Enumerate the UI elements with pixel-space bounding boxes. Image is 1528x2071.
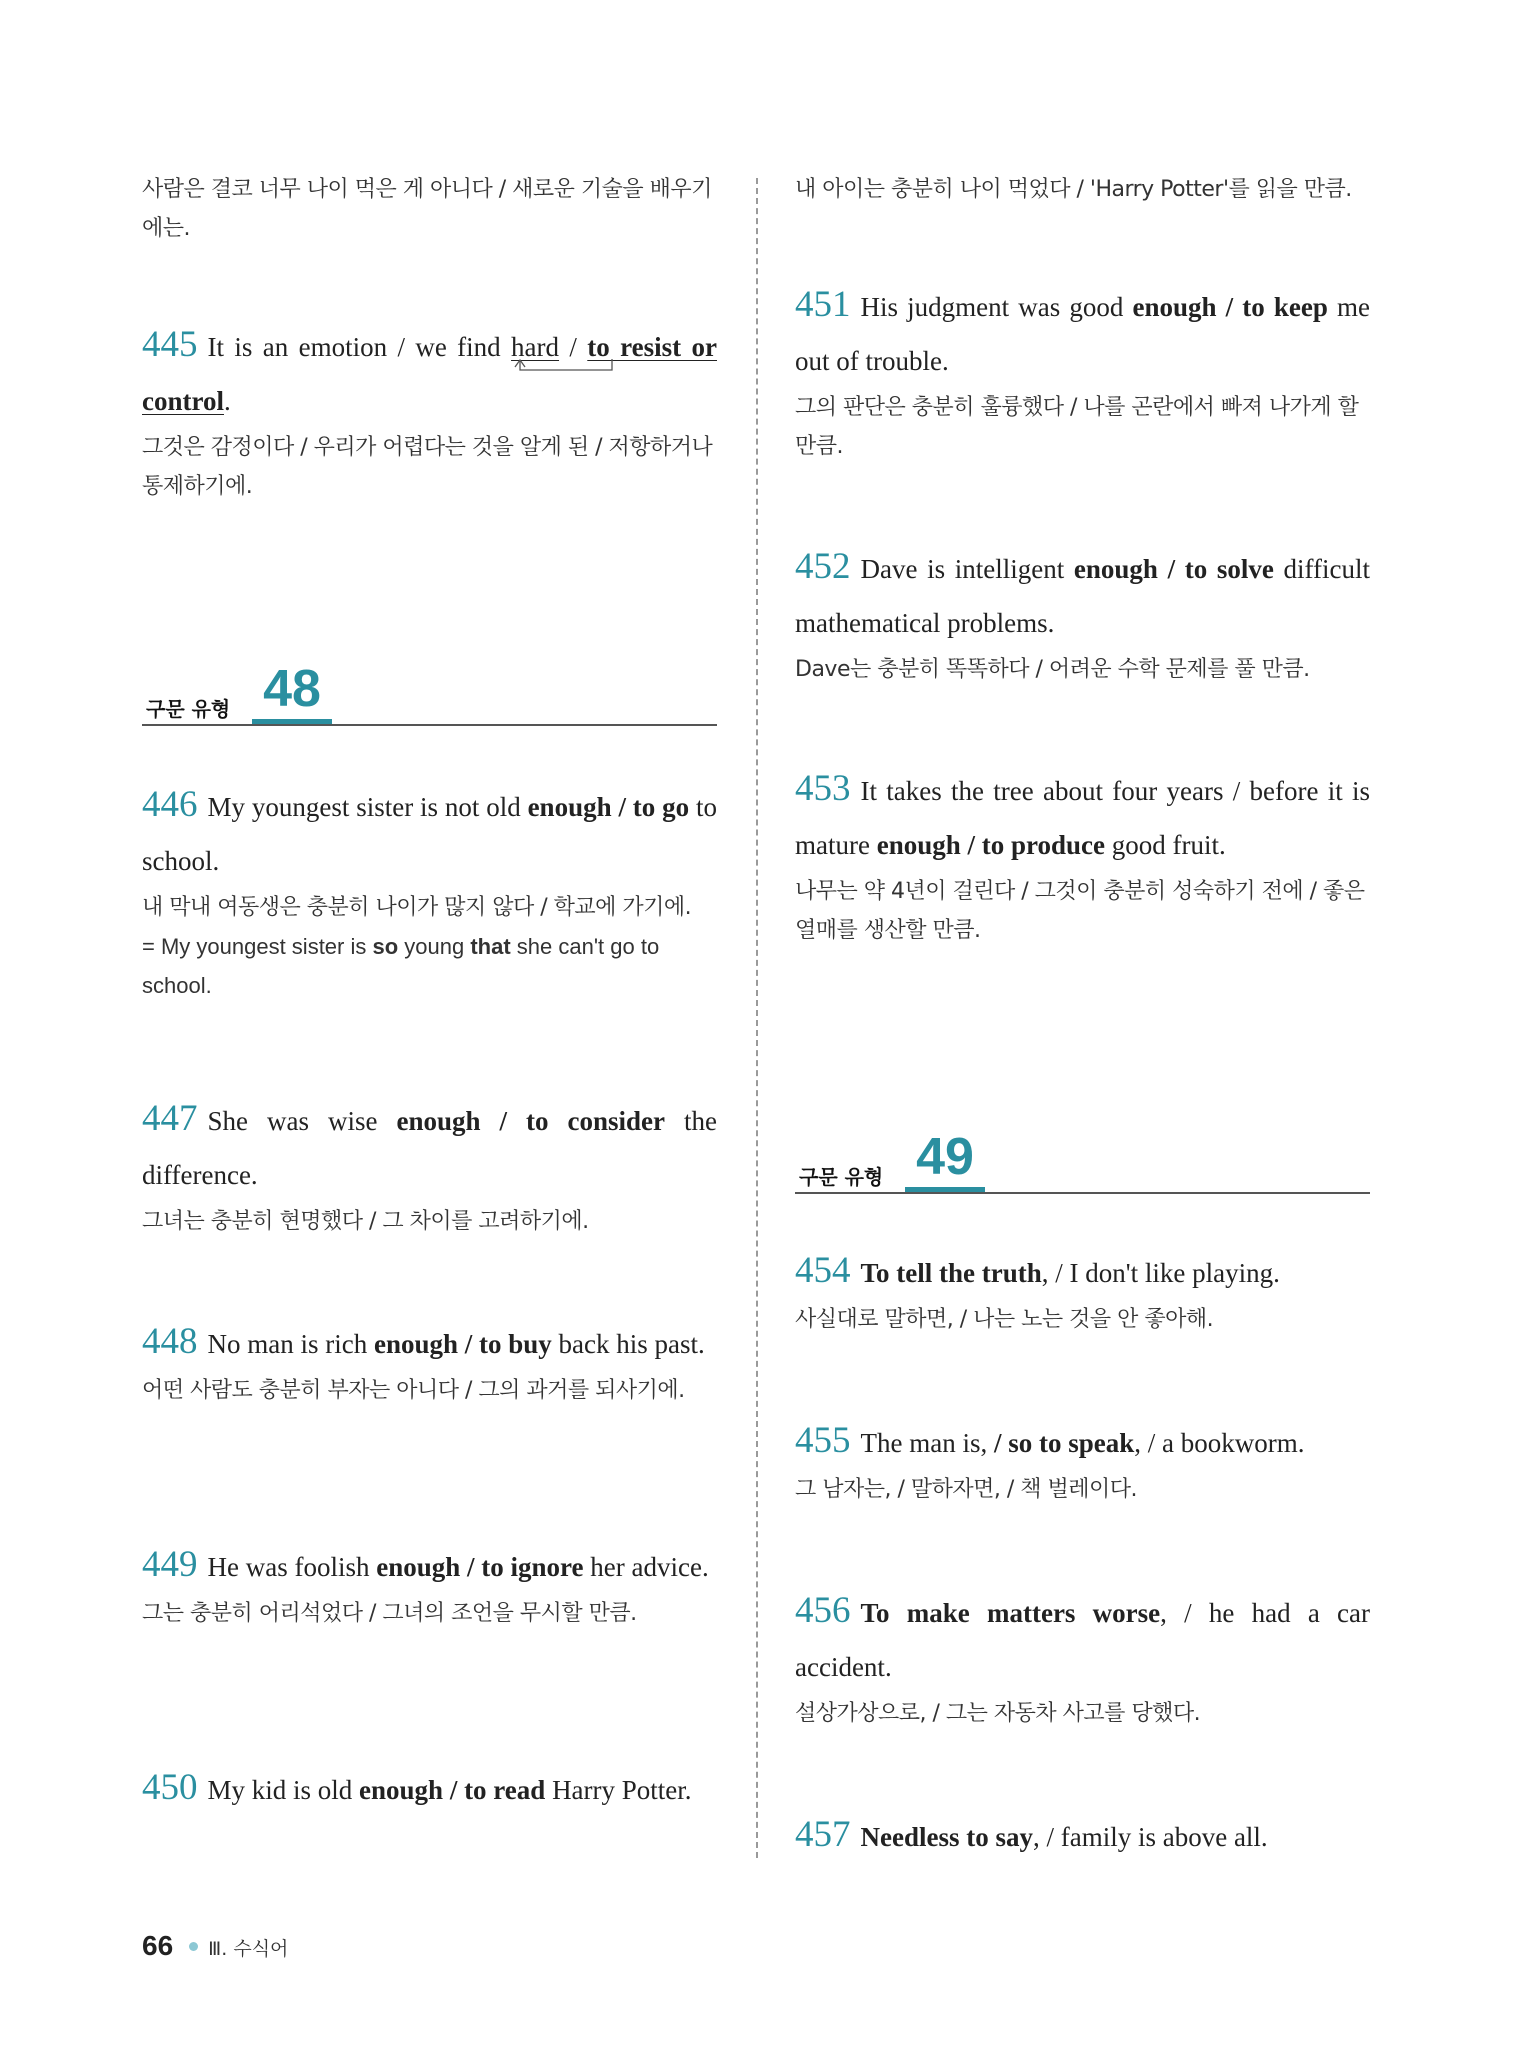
chapter-title: Ⅲ. 수식어 <box>208 1938 289 1960</box>
paraphrase: = My youngest sister is so young that she can't go to school. <box>142 934 660 998</box>
sentence-number: 453 <box>795 768 851 809</box>
sentence-english: 456 To make matters worse, / he had a car accident. <box>795 1590 1370 1682</box>
underlined-word: hard <box>511 332 560 362</box>
page-footer <box>142 1930 288 1962</box>
sentence-english: 450 My kid is old enough / to read Harry Potter. <box>142 1767 692 1808</box>
sentence-translation: 어떤 사람도 충분히 부자는 아니다 / 그의 과거를 되사기에. <box>142 1378 685 1403</box>
sentence-english: 455 The man is, / so to speak, / a bookworm. <box>795 1420 1305 1461</box>
sentence-translation: 그것은 감정이다 / 우리가 어렵다는 것을 알게 된 / 저항하거나 통제하기에. <box>142 435 713 499</box>
sentence-454 <box>795 1244 1370 1339</box>
page-number: 66 <box>142 1930 174 1961</box>
sentence-english: 445 It is an emotion / we find hard / to resist or control. <box>142 324 717 416</box>
sentence-number: 457 <box>795 1814 851 1855</box>
sentence-445 <box>142 318 717 506</box>
sentence-number: 455 <box>795 1420 851 1461</box>
sentence-english: 457 Needless to say, / family is above all. <box>795 1814 1268 1855</box>
sentence-457 <box>795 1808 1370 1864</box>
sentence-number: 451 <box>795 284 851 325</box>
sentence-english: 451 His judgment was good enough / to keep me out of trouble. <box>795 284 1370 376</box>
sentence-translation: 사실대로 말하면, / 나는 노는 것을 안 좋아해. <box>795 1307 1214 1332</box>
underlined-phrase: to resist or control <box>142 332 717 416</box>
sentence-translation: 설상가상으로, / 그는 자동차 사고를 당했다. <box>795 1701 1201 1726</box>
sentence-english: 446 My youngest sister is not old enough / to go to school. <box>142 784 717 876</box>
sentence-number: 446 <box>142 784 198 825</box>
sentence-450 <box>142 1761 717 1817</box>
sentence-english: 448 No man is rich enough / to buy back his past. <box>142 1321 705 1362</box>
sentence-translation: 나무는 약 4년이 걸린다 / 그것이 충분히 성숙하기 전에 / 좋은 열매를 생산할 만큼. <box>795 879 1365 943</box>
sentence-translation: Dave는 충분히 똑똑하다 / 어려운 수학 문제를 풀 만큼. <box>795 657 1310 682</box>
sentence-456 <box>795 1584 1370 1733</box>
sentence-number: 452 <box>795 546 851 587</box>
sentence-translation: 그의 판단은 충분히 훌륭했다 / 나를 곤란에서 빠져 나가게 할 만큼. <box>795 395 1359 459</box>
sentence-translation: 그녀는 충분히 현명했다 / 그 차이를 고려하기에. <box>142 1209 589 1234</box>
sentence-451 <box>795 278 1370 466</box>
sentence-translation: 그는 충분히 어리석었다 / 그녀의 조언을 무시할 만큼. <box>142 1601 637 1626</box>
sentence-number: 454 <box>795 1250 851 1291</box>
heading-label: 구문 유형 <box>146 697 231 721</box>
heading-number: 49 <box>905 1127 985 1192</box>
sentence-number: 447 <box>142 1098 198 1139</box>
sentence-english: 454 To tell the truth, / I don't like playing. <box>795 1250 1280 1291</box>
sentence-translation: 내 막내 여동생은 충분히 나이가 많지 않다 / 학교에 가기에. <box>142 895 692 920</box>
sentence-translation: 그 남자는, / 말하자면, / 책 벌레이다. <box>795 1477 1138 1502</box>
section-heading-49 <box>795 1128 1370 1194</box>
bullet-dot-icon <box>189 1942 198 1951</box>
sentence-english: 453 It takes the tree about four years / before it is mature enough / to produce good fruit. <box>795 768 1370 860</box>
column-divider <box>756 178 758 1858</box>
sentence-number: 448 <box>142 1321 198 1362</box>
sentence-english: 449 He was foolish enough / to ignore her advice. <box>142 1544 709 1585</box>
sentence-448 <box>142 1315 717 1410</box>
modifier-arrow-icon <box>512 357 622 377</box>
sentence-english: 452 Dave is intelligent enough / to solve difficult mathematical problems. <box>795 546 1371 638</box>
sentence-number: 445 <box>142 324 198 365</box>
sentence-449 <box>142 1538 717 1633</box>
heading-label: 구문 유형 <box>799 1165 884 1189</box>
sentence-455 <box>795 1414 1370 1509</box>
sentence-447 <box>142 1092 717 1241</box>
sentence-446 <box>142 778 717 1005</box>
sentence-english: 447 She was wise enough / to consider the difference. <box>142 1098 717 1190</box>
sentence-452 <box>795 540 1370 689</box>
sentence-453 <box>795 762 1370 950</box>
sentence-number: 456 <box>795 1590 851 1631</box>
section-heading-48 <box>142 660 717 726</box>
intro-translation: 내 아이는 충분히 나이 먹었다 / 'Harry Potter'를 읽을 만큼. <box>795 177 1352 202</box>
heading-number: 48 <box>252 659 332 724</box>
sentence-number: 449 <box>142 1544 198 1585</box>
sentence-number: 450 <box>142 1767 198 1808</box>
intro-translation: 사람은 결코 너무 나이 먹은 게 아니다 / 새로운 기술을 배우기에는. <box>142 177 712 241</box>
